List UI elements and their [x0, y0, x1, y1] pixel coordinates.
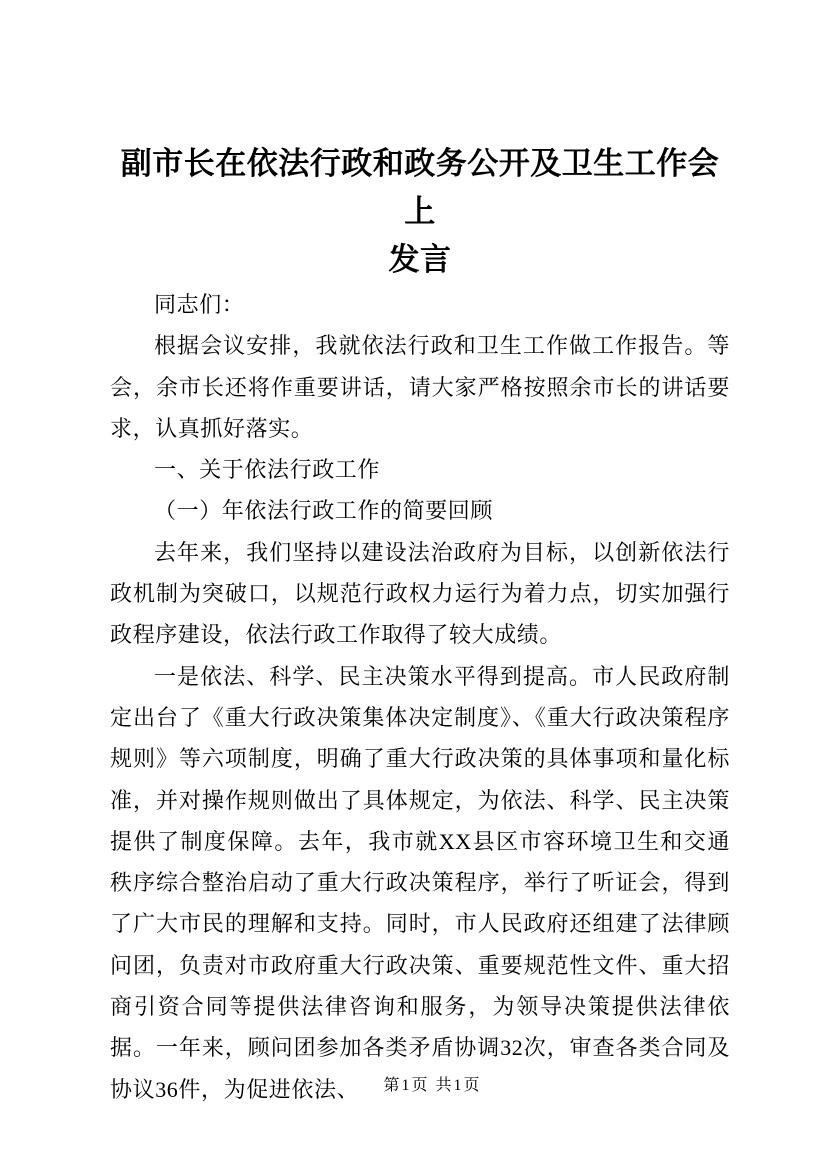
paragraph-intro: 根据会议安排，我就依法行政和卫生工作做工作报告。等会，余市长还将作重要讲话，请大家严格按照余市长的讲话要求，认真抓好落实。 — [110, 333, 730, 441]
heading-subsection-one: （一）年依法行政工作的简要回顾 — [154, 498, 494, 524]
paragraph-review: 去年来，我们坚持以建设法治政府为目标，以创新依法行政机制为突破口，以规范行政权力运行为着力点，切实加强行政程序建设，依法行政工作取得了较大成绩。 — [110, 539, 730, 648]
heading-section-one: 一、关于依法行政工作 — [154, 457, 381, 483]
paragraph-salutation: 同志们： — [154, 292, 245, 317]
document-title — [110, 140, 730, 284]
title-line-2: 发言 — [388, 242, 452, 277]
paragraph-achievements: 一是依法、科学、民主决策水平得到提高。市人民政府制定出台了《重大行政决策集体决定制度》、《重大行政决策程序规则》等六项制度，明确了重大行政决策的具体事项和量化标准，并对操作规则做出了具体规定，为依法、科学、民主决策提供了制度保障。去年，我市就XX县区市容环境卫生和交通秩序综合整治启动了重大行政决策程序，举行了听证会，得到了广大市民的理解和支持。同时，市人民政府还组建了法律顾问团，负责对市政府重大行政决策、重要规范性文件、重大招商引资合同等提供法律咨询和服务，为领导决策提供法律依据。一年来，顾问团参加各类矛盾协调32次，审查各类合同及协议36件，为促进依法、 — [110, 663, 730, 1102]
page-number-label: 第1页 共1页 — [383, 1077, 482, 1094]
document-content — [110, 140, 730, 1110]
title-line-1: 副市长在依法行政和政务公开及卫生工作会上 — [120, 146, 720, 229]
document-body — [110, 284, 730, 1110]
page-footer — [0, 1072, 827, 1095]
